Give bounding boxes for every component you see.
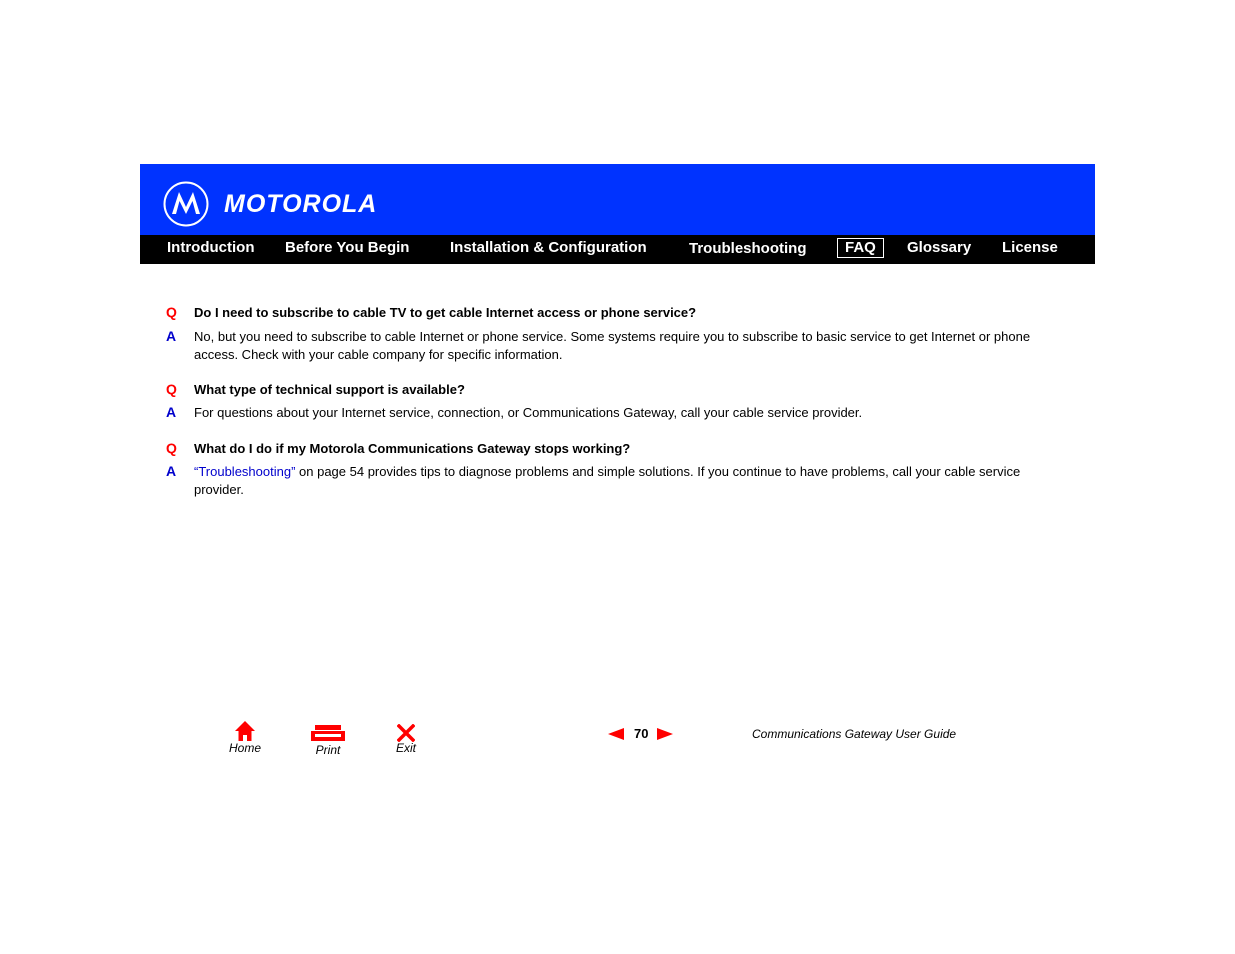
home-button[interactable] xyxy=(224,720,266,755)
header-banner xyxy=(140,164,1095,235)
troubleshooting-link[interactable]: “Troubleshooting” xyxy=(194,464,296,479)
question-text: What type of technical support is available? xyxy=(194,382,465,397)
answer-marker: A xyxy=(166,404,177,420)
guide-title: Communications Gateway User Guide xyxy=(752,727,957,741)
nav-troubleshooting[interactable]: Troubleshooting xyxy=(689,240,807,257)
faq-answer-2 xyxy=(166,404,1066,422)
faq-question-1 xyxy=(166,304,1066,322)
motorola-logo-icon xyxy=(163,181,209,227)
faq-question-2 xyxy=(166,381,1066,399)
previous-page-icon[interactable] xyxy=(607,728,625,740)
faq-question-3 xyxy=(166,440,1066,458)
answer-text-rest: on page 54 provides tips to diagnose problems and simple solutions. If you continue to have problems, call your cable service provider. xyxy=(194,464,1021,497)
question-text: What do I do if my Motorola Communications Gateway stops working? xyxy=(194,441,631,456)
faq-answer-3 xyxy=(166,463,1066,498)
page-number: 70 xyxy=(634,726,649,741)
exit-button[interactable] xyxy=(388,724,424,755)
answer-text: For questions about your Internet service, connection, or Communications Gateway, call your cable service provider. xyxy=(194,405,863,420)
question-text: Do I need to subscribe to cable TV to get cable Internet access or phone service? xyxy=(194,305,697,320)
answer-marker: A xyxy=(166,328,177,344)
question-marker: Q xyxy=(166,381,177,397)
question-marker: Q xyxy=(166,440,177,456)
close-icon xyxy=(397,724,415,742)
printer-icon xyxy=(310,724,346,742)
exit-label: Exit xyxy=(395,741,416,755)
question-marker: Q xyxy=(166,304,177,320)
answer-text: No, but you need to subscribe to cable Internet or phone service. Some systems require you to subscribe to basic service to get Internet or phone access. Check with your cable company for specific information. xyxy=(194,329,1031,362)
home-label: Home xyxy=(228,741,261,755)
faq-answer-1 xyxy=(166,328,1066,363)
nav-glossary[interactable]: Glossary xyxy=(907,239,972,256)
nav-before-you-begin[interactable]: Before You Begin xyxy=(285,239,410,256)
nav-license[interactable]: License xyxy=(1002,239,1058,256)
nav-bar xyxy=(140,235,1095,264)
nav-faq[interactable]: FAQ xyxy=(837,238,884,258)
next-page-icon[interactable] xyxy=(656,728,674,740)
print-button[interactable] xyxy=(307,724,349,757)
home-icon xyxy=(234,720,256,742)
print-label: Print xyxy=(315,743,341,757)
brand-name: MOTOROLA xyxy=(224,190,378,218)
nav-introduction[interactable]: Introduction xyxy=(167,239,255,256)
answer-marker: A xyxy=(166,463,177,479)
nav-installation-configuration[interactable]: Installation & Configuration xyxy=(450,239,647,256)
answer-text xyxy=(194,463,1066,498)
